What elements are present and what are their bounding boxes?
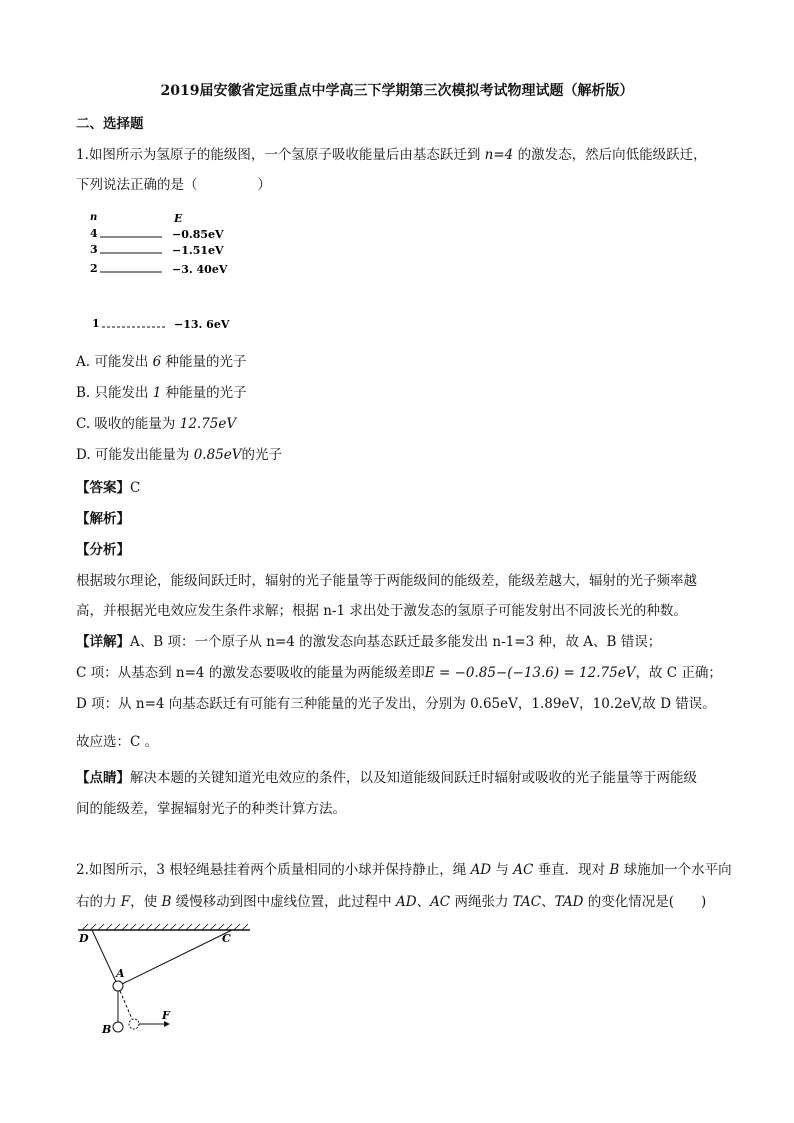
q1-option-b bbox=[76, 383, 247, 403]
level-energy-2: −3. 40eV bbox=[172, 263, 228, 276]
q2-stem-line1 bbox=[76, 860, 732, 880]
rope-ad bbox=[92, 930, 118, 986]
ball-b bbox=[113, 1022, 123, 1032]
q1-stem-line2 bbox=[76, 175, 271, 195]
detail-line1 bbox=[76, 632, 661, 652]
q1-stem-text: ） bbox=[257, 177, 271, 193]
detail-formula: E = −0.85−(−13.6) = 12.75eV bbox=[424, 665, 636, 681]
fenxi-line1: 根据玻尔理论，能级间跃迁时，辐射的光子能量等于两能级间的能级差，能级差越大，辐射的光子频率越 bbox=[76, 573, 697, 589]
option-text: 种能量的光子 bbox=[161, 354, 247, 370]
detail-line3: D 项：从 n=4 向基态跃迁有可能有三种能量的光子发出，分别为 0.65eV，1.89eV，10.2eV,故 D 错误。 bbox=[76, 696, 716, 712]
detail-text: C 项：从基态到 n=4 的激发态要吸收的能量为两能级差即 bbox=[76, 665, 425, 681]
note-label: 【点睛】 bbox=[76, 770, 130, 786]
detail-text: ，故 C 正确； bbox=[635, 665, 722, 681]
q2-var: F bbox=[120, 894, 131, 910]
q1-option-c bbox=[76, 414, 236, 434]
energy-level-diagram bbox=[80, 205, 280, 335]
q1-stem-text: 下列说法正确的是（ bbox=[76, 177, 198, 193]
level-energy-1: −13. 6eV bbox=[174, 318, 230, 331]
q2-text: 缓慢移动到图中虚线位置，此过程中 bbox=[171, 894, 396, 910]
level-n-4: 4 bbox=[90, 227, 98, 240]
diagram-n-header: n bbox=[90, 212, 98, 223]
diagram-e-header: E bbox=[174, 212, 183, 225]
level-energy-4: −0.85eV bbox=[172, 228, 224, 241]
label-f: F bbox=[162, 1009, 170, 1022]
option-var: 1 bbox=[152, 385, 162, 401]
q2-var: B bbox=[161, 894, 172, 910]
rope-ab-dashed bbox=[120, 991, 132, 1019]
q2-stem-line2 bbox=[76, 892, 706, 912]
option-text: C. 吸收的能量为 bbox=[76, 416, 180, 432]
q1-answer bbox=[76, 478, 140, 498]
q2-text: 垂直．现对 bbox=[533, 862, 610, 878]
q2-var: TAD bbox=[554, 894, 584, 910]
q2-text: 、 bbox=[416, 894, 431, 910]
q2-var: TAC bbox=[512, 894, 542, 910]
level-n-1: 1 bbox=[92, 317, 100, 330]
answer-label: 【答案】 bbox=[76, 480, 130, 496]
q2-text: ，使 bbox=[130, 894, 162, 910]
level-n-3: 3 bbox=[90, 243, 98, 256]
q1-option-d bbox=[76, 445, 282, 465]
label-a: A bbox=[116, 967, 125, 980]
rope-ac bbox=[118, 930, 232, 986]
q2-text: 2.如图所示，3 根轻绳悬挂着两个质量相同的小球并保持静止，绳 bbox=[76, 862, 471, 878]
q2-var: AC bbox=[430, 894, 451, 910]
q2-var: AC bbox=[513, 862, 534, 878]
q2-var: AD bbox=[470, 862, 492, 878]
ceiling-hatching bbox=[82, 924, 248, 930]
fenxi-line2: 高，并根据光电效应发生条件求解；根据 n-1 求出处于激发态的氢原子可能发射出不同波长光的种数。 bbox=[76, 603, 687, 619]
note-text: 解决本题的关键知道光电效应的条件，以及知道能级间跃迁时辐射或吸收的光子能量等于两能级 bbox=[130, 770, 697, 786]
detail-line2 bbox=[76, 663, 722, 683]
option-var: 12.75eV bbox=[179, 416, 237, 432]
q2-text: 右的力 bbox=[76, 894, 121, 910]
conclusion: 故应选：C 。 bbox=[76, 734, 159, 750]
level-n-2: 2 bbox=[90, 262, 98, 275]
ball-b-displaced bbox=[129, 1019, 139, 1029]
label-c: C bbox=[222, 932, 231, 945]
analysis-label: 【解析】 bbox=[76, 511, 130, 527]
option-text: 种能量的光子 bbox=[161, 385, 247, 401]
q2-text: 球施加一个水平向 bbox=[619, 862, 732, 878]
q1-stem-line1 bbox=[76, 145, 707, 165]
q2-text: 与 bbox=[491, 862, 514, 878]
option-text: D. 可能发出能量为 bbox=[76, 447, 194, 463]
q2-text: 的变化情况是( ) bbox=[583, 894, 707, 910]
q2-text: 、 bbox=[541, 894, 555, 910]
q2-text: 两绳张力 bbox=[450, 894, 513, 910]
q2-var: AD bbox=[395, 894, 417, 910]
section-heading: 二、选择题 bbox=[76, 116, 144, 132]
label-d: D bbox=[79, 932, 89, 945]
level-energy-3: −1.51eV bbox=[172, 244, 224, 257]
q1-option-a bbox=[76, 352, 247, 372]
q2-var: B bbox=[609, 862, 620, 878]
note-line2: 间的能级差，掌握辐射光子的种类计算方法。 bbox=[76, 801, 346, 817]
q1-stem-text: 的激发态，然后向低能级跃迁， bbox=[513, 147, 707, 163]
option-text: B. 只能发出 bbox=[76, 385, 153, 401]
document-title: 2019届安徽省定远重点中学高三下学期第三次模拟考试物理试题（解析版） bbox=[160, 83, 634, 99]
ball-a bbox=[113, 981, 123, 991]
option-text: 的光子 bbox=[241, 447, 283, 463]
option-text: A. 可能发出 bbox=[76, 354, 153, 370]
option-var: 0.85eV bbox=[193, 447, 242, 463]
detail-label: 【详解】 bbox=[76, 634, 130, 650]
note-line1 bbox=[76, 768, 697, 788]
q1-stem-text: 1.如图所示为氢原子的能级图，一个氢原子吸收能量后由基态跃迁到 bbox=[76, 147, 485, 163]
fenxi-label: 【分析】 bbox=[76, 542, 130, 558]
q2-figure bbox=[72, 920, 272, 1045]
answer-value: C bbox=[130, 480, 141, 496]
label-b: B bbox=[102, 1023, 112, 1036]
detail-text: A、B 项：一个原子从 n=4 的激发态向基态跃迁最多能发出 n-1=3 种，故 A、B 错误； bbox=[130, 634, 662, 650]
option-var: 6 bbox=[152, 354, 162, 370]
q1-stem-var: n=4 bbox=[484, 147, 514, 163]
